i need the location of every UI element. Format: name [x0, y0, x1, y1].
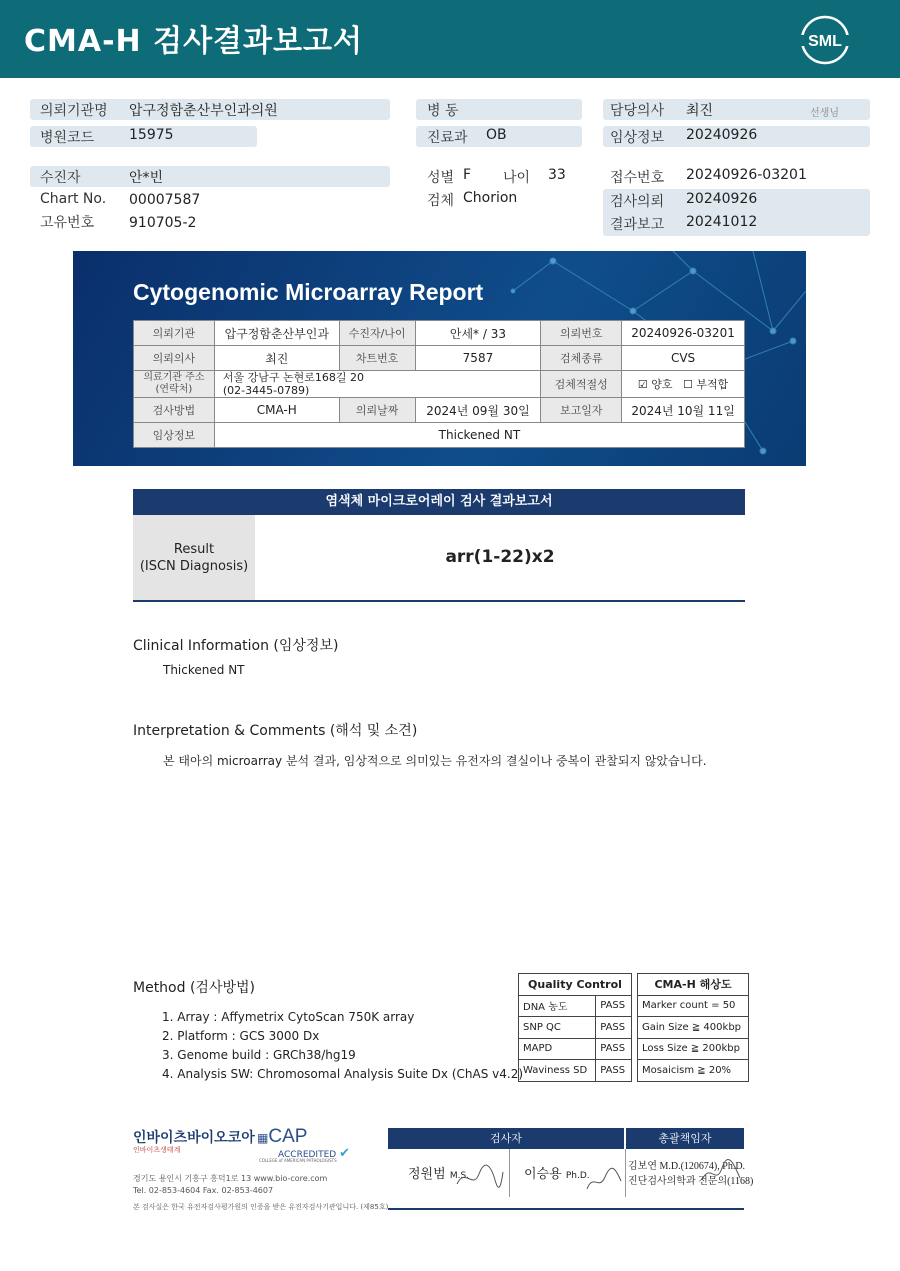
address-header-line2: (연락처): [155, 384, 193, 395]
cap-accredited-text: ACCREDITED: [278, 1150, 337, 1160]
age-label: 나이: [503, 170, 531, 186]
unique-label: 고유번호: [40, 215, 95, 231]
result-label-line1: Result: [173, 542, 215, 557]
address-header-line1: 의료기관 주소: [143, 372, 205, 383]
table-header: 의뢰의사: [134, 346, 215, 371]
table-cell: Thickened NT: [214, 423, 744, 448]
qc-result: PASS: [596, 1017, 632, 1039]
suitability-bad: 부적합: [696, 378, 729, 391]
institution-value: 압구정함춘산부인과의원: [129, 103, 278, 119]
company-sub: 인바이츠생태계: [133, 1146, 181, 1154]
chart-label: Chart No.: [40, 191, 107, 207]
method-heading: Method (검사방법): [133, 980, 255, 996]
resolution-row: Gain Size ≧ 400kbp: [638, 1017, 749, 1039]
resolution-row: Marker count = 50: [638, 995, 749, 1017]
interpretation-heading: Interpretation & Comments (해석 및 소견): [133, 723, 418, 739]
doctor-value: 최진: [686, 103, 714, 119]
unique-value: 910705-2: [129, 215, 197, 231]
banner-title: Cytogenomic Microarray Report: [133, 279, 484, 305]
table-cell: 압구정함춘산부인과: [214, 321, 339, 346]
checked-box-icon: ☑: [637, 378, 648, 391]
table-header: 차트번호: [339, 346, 415, 371]
qc-title: Quality Control: [519, 974, 632, 996]
table-cell: 7587: [415, 346, 541, 371]
method-list: [162, 1010, 523, 1086]
signature-icon: [585, 1165, 623, 1195]
svg-text:SML: SML: [808, 33, 842, 50]
certification-note: 본 검사실은 한국 유전자검사평가원의 인증을 받은 유전자검사기관입니다. (제85호): [133, 1203, 389, 1211]
sex-label: 성별: [427, 170, 455, 186]
qc-result: PASS: [596, 995, 632, 1017]
divider: [388, 1208, 744, 1210]
resolution-title: CMA-H 해상도: [638, 974, 749, 996]
cap-seal-icon: ▦: [257, 1131, 269, 1145]
page-title: CMA-H 검사결과보고서: [24, 24, 363, 59]
clinical-text: Thickened NT: [163, 663, 245, 677]
request-value: 20240926: [686, 191, 758, 207]
director-title: 진단검사의학과 전문의(1168): [628, 1176, 754, 1187]
table-header: 임상정보: [134, 423, 215, 448]
list-item: 4. Analysis SW: Chromosomal Analysis Suite Dx (ChAS v4.2): [162, 1067, 524, 1081]
doctor-label: 담당의사: [610, 103, 665, 119]
signature-icon: [455, 1162, 505, 1192]
report-label: 결과보고: [610, 217, 665, 233]
report-banner: [73, 251, 806, 466]
result-label: [133, 515, 255, 600]
table-cell: 안세* / 33: [415, 321, 541, 346]
cap-logo: [257, 1126, 307, 1148]
table-cell: 20240926-03201: [622, 321, 745, 346]
clinical-value: 20240926: [686, 127, 758, 143]
table-header: 보고일자: [541, 398, 622, 423]
result-label-line2: (ISCN Diagnosis): [139, 559, 249, 574]
table-cell: 2024년 10월 11일: [622, 398, 745, 423]
sml-logo-icon: [800, 15, 850, 65]
hospital-code-label: 병원코드: [40, 130, 95, 146]
clinical-label: 임상정보: [610, 130, 665, 146]
list-item: 1. Array : Affymetrix CytoScan 750K array: [162, 1010, 415, 1024]
receipt-value: 20240926-03201: [686, 167, 807, 183]
examiner2-degree: Ph.D.: [565, 1171, 590, 1181]
signature-icon: [700, 1158, 742, 1188]
checkmark-icon: ✔: [339, 1146, 350, 1161]
specimen-value: Chorion: [463, 190, 518, 206]
result-value: arr(1-22)x2: [445, 547, 555, 567]
table-header: 검체종류: [541, 346, 622, 371]
qc-name: Waviness SD: [519, 1060, 596, 1082]
table-cell: CVS: [622, 346, 745, 371]
resolution-row: Loss Size ≧ 200kbp: [638, 1038, 749, 1060]
address-line1: 서울 강남구 논현로168길 20: [222, 371, 364, 384]
table-header: 검사방법: [134, 398, 215, 423]
interpretation-text: 본 태아의 microarray 분석 결과, 임상적으로 의미있는 유전자의 결실이나 중복이 관찰되지 않았습니다.: [163, 754, 707, 768]
table-header: 의뢰날짜: [339, 398, 415, 423]
department-label: 진료과: [427, 130, 468, 146]
table-cell: CMA-H: [214, 398, 339, 423]
ward-label: 병 동: [427, 103, 459, 119]
table-cell: 최진: [214, 346, 339, 371]
unchecked-box-icon: ☐: [682, 378, 693, 391]
qc-name: DNA 농도: [519, 995, 596, 1017]
table-header: 의뢰기관: [134, 321, 215, 346]
examiner1-degree: M.S.: [449, 1171, 470, 1181]
request-label: 검사의뢰: [610, 194, 665, 210]
director-name: 김보연 M.D.(120674), Ph.D.: [628, 1161, 746, 1172]
qc-result: PASS: [596, 1038, 632, 1060]
institution-label: 의뢰기관명: [40, 103, 108, 119]
table-header: 검체적절성: [541, 371, 622, 398]
company-phone: Tel. 02-853-4604 Fax. 02-853-4607: [133, 1186, 274, 1195]
specimen-label: 검체: [427, 193, 455, 209]
request-info-table: [133, 320, 745, 448]
qc-result: PASS: [596, 1060, 632, 1082]
department-value: OB: [486, 127, 507, 143]
examiner-header: 검사자: [388, 1128, 624, 1149]
resolution-row: Mosaicism ≧ 20%: [638, 1060, 749, 1082]
table-header: 수진자/나이: [339, 321, 415, 346]
examiner2-name: 이승용: [524, 1167, 562, 1182]
qc-name: SNP QC: [519, 1017, 596, 1039]
divider: [509, 1149, 510, 1197]
divider: [625, 1149, 626, 1197]
table-cell: [214, 371, 541, 398]
suitability-cell: [622, 371, 745, 398]
examiner1-name: 정원범: [408, 1167, 446, 1182]
sex-value: F: [463, 167, 472, 183]
result-title-bar: 염색체 마이크로어레이 검사 결과보고서: [133, 489, 745, 515]
cap-small: COLLEGE of AMERICAN PATHOLOGISTS: [259, 1158, 337, 1163]
table-header: [134, 371, 215, 398]
examiner2: [524, 1163, 590, 1182]
patient-label: 수진자: [40, 170, 81, 186]
company-address: 경기도 용인시 기흥구 흥덕1로 13 www.bio-core.com: [133, 1174, 328, 1183]
report-value: 20241012: [686, 214, 758, 230]
table-cell: 2024년 09월 30일: [415, 398, 541, 423]
suitability-good: 양호: [651, 378, 673, 391]
list-item: 3. Genome build : GRCh38/hg19: [162, 1048, 356, 1062]
hospital-code-value: 15975: [129, 127, 174, 143]
company-logo: 인바이츠바이오코아: [133, 1130, 255, 1146]
patient-value: 안*빈: [129, 170, 164, 186]
director-header: 총괄책임자: [626, 1128, 744, 1149]
list-item: 2. Platform : GCS 3000 Dx: [162, 1029, 320, 1043]
doctor-suffix: 선생님: [810, 108, 839, 119]
cap-text: CAP: [268, 1126, 308, 1147]
receipt-label: 접수번호: [610, 170, 665, 186]
resolution-table: [637, 973, 749, 1082]
age-value: 33: [548, 167, 566, 183]
qc-name: MAPD: [519, 1038, 596, 1060]
clinical-heading: Clinical Information (임상정보): [133, 638, 339, 654]
patient-row: [30, 166, 390, 187]
quality-control-table: [518, 973, 632, 1082]
divider: [133, 600, 745, 602]
table-header: 의뢰번호: [541, 321, 622, 346]
address-line2: (02-3445-0789): [222, 384, 310, 397]
chart-value: 00007587: [129, 192, 201, 208]
header-bar: [0, 0, 900, 78]
